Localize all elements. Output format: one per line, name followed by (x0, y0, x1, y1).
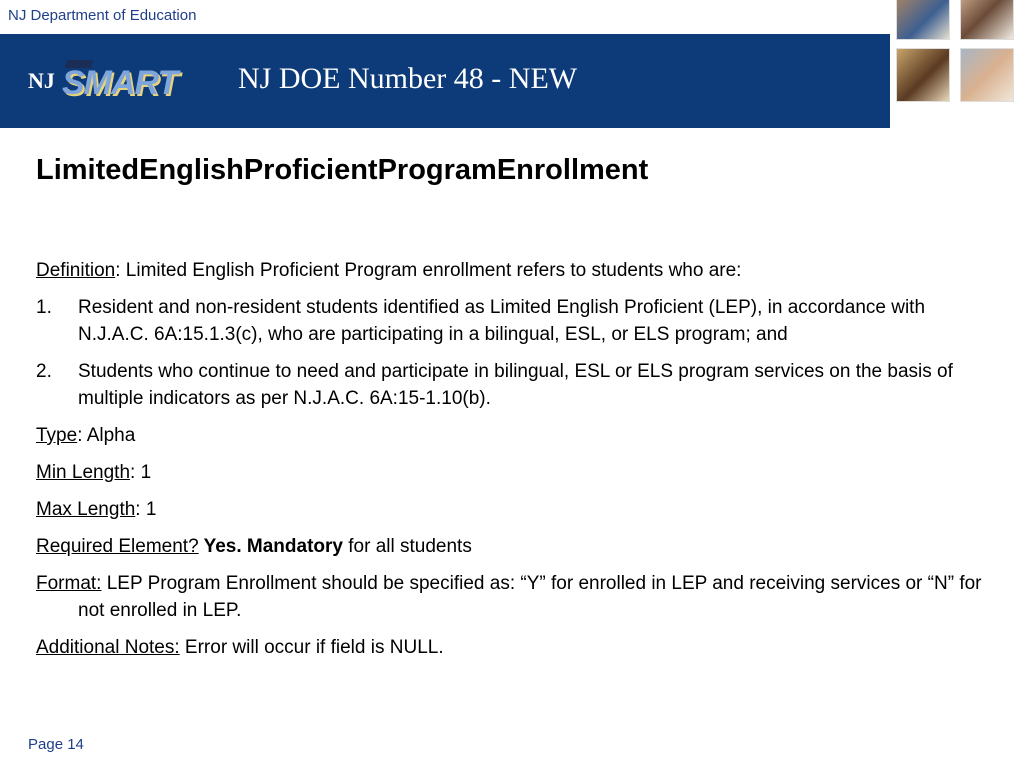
org-name: NJ Department of Education (8, 7, 197, 24)
list-item-text: Students who continue to need and participate in bilingual, ESL or ELS program services on the basis of multiple indicators as per N.J.A.C. 6A:15-1.10(b). (78, 361, 953, 409)
type-field (36, 422, 996, 449)
photo-people-1 (896, 0, 950, 40)
logo-smart-text: SMART (62, 64, 178, 102)
min-length-value: : 1 (130, 462, 152, 483)
slide-title: NJ DOE Number 48 - NEW (238, 62, 578, 95)
definition-text: : Limited English Proficient Program enrollment refers to students who are: (115, 260, 742, 281)
page-number: Page 14 (28, 736, 84, 753)
logo-nj-text: NJ (28, 68, 55, 93)
required-label: Required Element? (36, 536, 199, 557)
photo-people-3 (896, 48, 950, 102)
notes-label: Additional Notes: (36, 637, 180, 658)
required-field (36, 533, 996, 560)
notes-field (36, 634, 996, 661)
definition (36, 257, 996, 284)
type-value: : Alpha (77, 425, 136, 446)
page-heading: LimitedEnglishProficientProgramEnrollment (36, 154, 649, 186)
header-banner (0, 34, 1024, 128)
min-length-label: Min Length (36, 462, 131, 483)
nj-smart-logo (26, 60, 186, 110)
slide-content (36, 257, 996, 671)
list-item-text: Resident and non-resident students identified as Limited English Proficient (LEP), in accordance with N.J.A.C. 6A:15.1.3(c), who are participating in a bilingual, ESL, or ELS program; and (78, 297, 926, 345)
photo-collage (890, 0, 1024, 128)
format-field (36, 570, 996, 624)
max-length-value: : 1 (135, 499, 157, 520)
max-length-field (36, 496, 996, 523)
list-item-number: 2. (36, 361, 52, 382)
min-length-field (36, 459, 996, 486)
definition-label: Definition (36, 260, 116, 281)
list-item (36, 294, 996, 348)
photo-people-2 (960, 0, 1014, 40)
notes-text: Error will occur if field is NULL. (179, 637, 444, 658)
format-text: LEP Program Enrollment should be specified as: “Y” for enrolled in LEP and receiving services or “N” for not enrolled in LEP. (78, 573, 982, 621)
format-label: Format: (36, 573, 102, 594)
type-label: Type (36, 425, 78, 446)
photo-people-4 (960, 48, 1014, 102)
required-value: Yes. Mandatory (198, 536, 343, 557)
list-item (36, 358, 996, 412)
list-item-number: 1. (36, 297, 52, 318)
max-length-label: Max Length (36, 499, 136, 520)
required-rest: for all students (342, 536, 472, 557)
